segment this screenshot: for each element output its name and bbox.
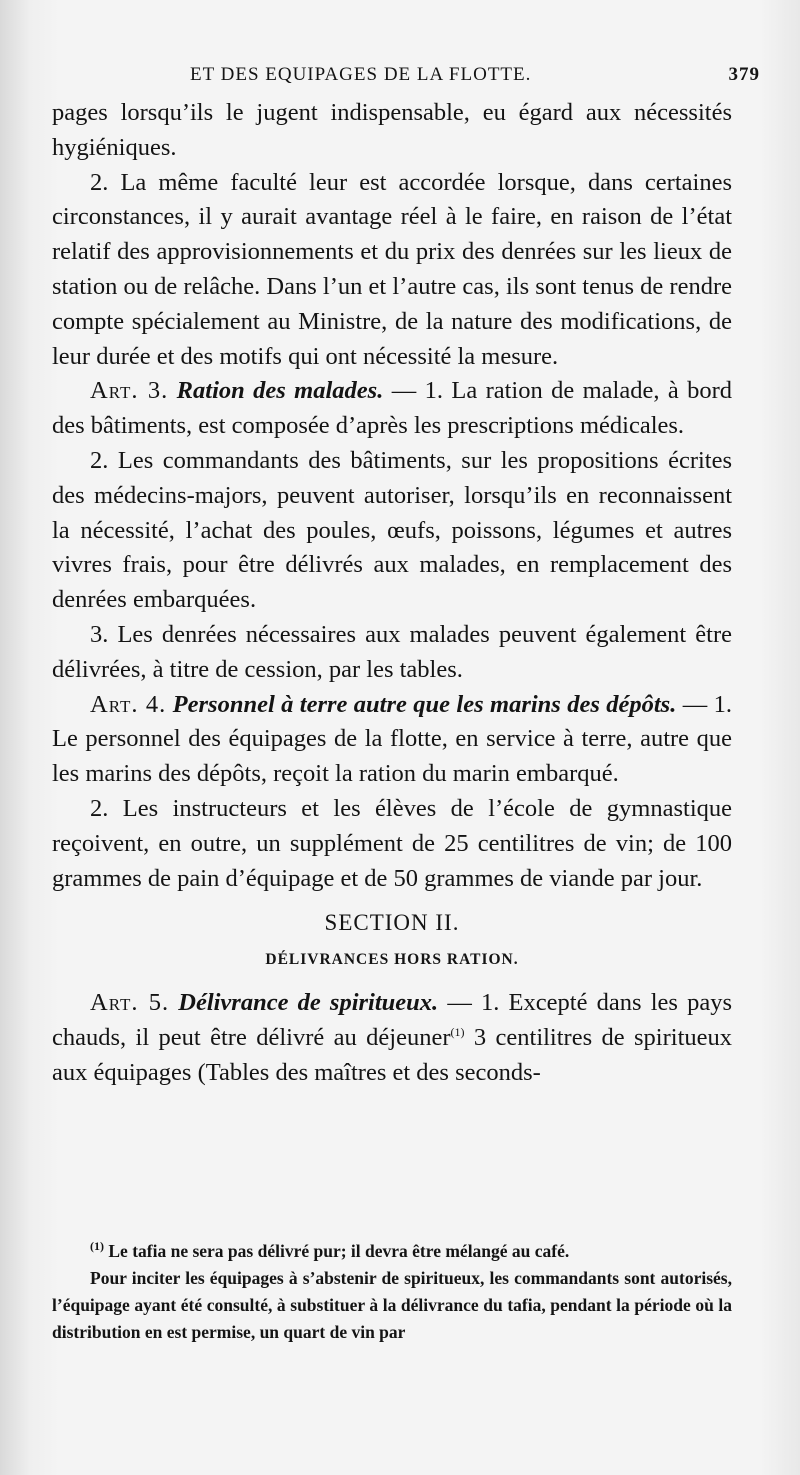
article-text-continued: 3 centilitres de spiritueux aux équipages (Tables des maîtres et des seconds- [52, 1024, 732, 1086]
body-text [52, 96, 732, 1091]
article-label: Art. 3. [90, 377, 169, 405]
running-head [190, 64, 760, 88]
footnotes [52, 1238, 732, 1346]
article-text: — 1. Le personnel des équipages de la flotte, en service à terre, autre que les marins des dépôts, reçoit la ration du marin embarqué. [52, 690, 732, 788]
article-5 [52, 986, 732, 1090]
footnote-paragraph: Pour inciter les équipages à s’abstenir de spiritueux, les commandants sont autorisés, l’équipage ayant été consulté, à substituer à la délivrance du tafia, pendant la période où la distribution en est permise, un quart de vin par [52, 1268, 732, 1342]
paragraph-continuation: pages lorsqu’ils le jugent indispensable, eu égard aux nécessités hygiéniques. [52, 99, 732, 161]
section-title: SECTION II. [324, 910, 460, 936]
footnote-text: Le tafia ne sera pas délivré pur; il devra être mélangé au café. [104, 1241, 570, 1261]
paragraph: 2. Les commandants des bâtiments, sur les propositions écrites des médecins-majors, peuvent autoriser, lorsqu’ils en reconnaissent la nécessité, l’achat des poules, œufs, poissons, légumes et autres vivres frais, pour être délivrés aux malades, en remplacement des denrées embarquées. [52, 446, 732, 614]
article-title: Personnel à terre autre que les marins des dépôts. [172, 690, 677, 718]
running-head-title: ET DES EQUIPAGES DE LA FLOTTE. [190, 64, 532, 85]
article-label: Art. 4. [90, 690, 167, 718]
paragraph: 3. Les denrées nécessaires aux malades peuvent également être délivrées, à titre de cession, par les tables. [52, 620, 732, 683]
footnote-reference: (1) [450, 1024, 465, 1039]
article-label: Art. 5. [90, 989, 170, 1017]
footnote-1 [52, 1238, 732, 1265]
article-3 [52, 374, 732, 444]
paragraph: 2. Les instructeurs et les élèves de l’école de gymnastique reçoivent, en outre, un supplément de 25 centilitres de vin; de 100 grammes de pain d’équipage et de 50 grammes de viande par jour. [52, 794, 732, 892]
footnote-mark: (1) [90, 1239, 104, 1254]
article-title: Ration des malades. [176, 377, 384, 405]
article-title: Délivrance de spiritueux. [178, 989, 439, 1017]
paragraph: 2. La même faculté leur est accordée lorsque, dans certaines circonstances, il y aurait avantage réel à le faire, en raison de l’état relatif des approvisionnements et du prix des denrées sur les lieux de station ou de relâche. Dans l’un et l’autre cas, ils sont tenus de rendre compte spécialement au Ministre, de la nature des modifications, de leur durée et des motifs qui ont nécessité la mesure. [52, 168, 732, 370]
section-subtitle: DÉLIVRANCES HORS RATION. [265, 951, 519, 969]
article-text: — 1. Excepté dans les pays chauds, il peut être délivré au déjeuner [52, 989, 732, 1052]
page-number: 379 [728, 64, 760, 85]
article-4 [52, 688, 732, 792]
article-text: — 1. La ration de malade, à bord des bâtiments, est composée d’après les prescriptions médicales. [52, 377, 733, 440]
